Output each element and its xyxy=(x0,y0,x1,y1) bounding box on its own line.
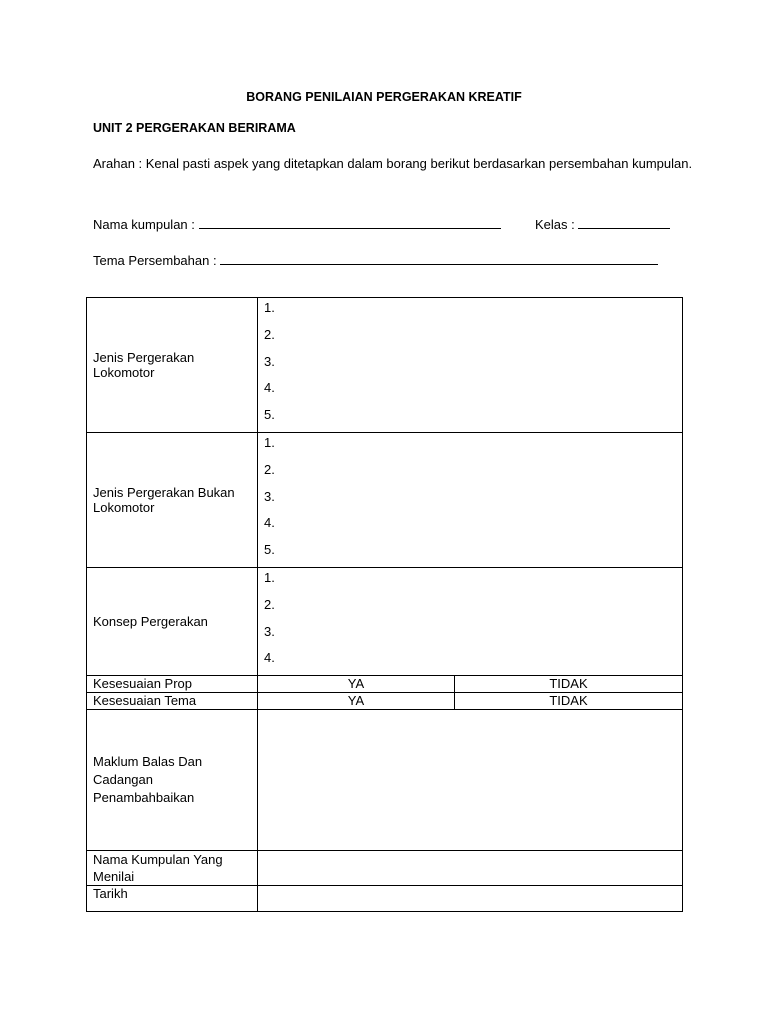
row-label: Konsep Pergerakan xyxy=(87,567,258,675)
prop-ya-option[interactable]: YA xyxy=(258,676,455,693)
tema-persembahan-label: Tema Persembahan : xyxy=(93,253,217,268)
table-row xyxy=(87,676,683,693)
list-item: 5. xyxy=(264,407,275,423)
table-row xyxy=(87,710,683,851)
kelas-blank[interactable] xyxy=(578,214,670,229)
list-item: 1. xyxy=(264,300,275,315)
tema-persembahan-field[interactable] xyxy=(93,250,658,268)
list-item: 1. xyxy=(264,434,275,450)
table-row xyxy=(87,298,683,433)
kelas-field[interactable] xyxy=(535,214,670,232)
nama-kumpulan-blank[interactable] xyxy=(199,214,501,229)
tarikh-label: Tarikh xyxy=(87,886,258,912)
prop-tidak-option[interactable]: TIDAK xyxy=(455,676,683,693)
list-item: 1. xyxy=(264,569,275,585)
row-label: Kesesuaian Tema xyxy=(87,693,258,710)
feedback-label: Maklum Balas Dan Cadangan Penambahbaikan xyxy=(87,710,258,851)
answer-list[interactable] xyxy=(258,298,683,433)
list-item: 4. xyxy=(264,380,275,396)
table-row xyxy=(87,567,683,675)
kelas-label: Kelas : xyxy=(535,217,575,232)
unit-title: UNIT 2 PERGERAKAN BERIRAMA xyxy=(93,121,296,135)
tarikh-field[interactable] xyxy=(258,886,683,912)
tema-persembahan-blank[interactable] xyxy=(220,250,658,265)
row-label: Jenis Pergerakan Lokomotor xyxy=(87,298,258,433)
tema-tidak-option[interactable]: TIDAK xyxy=(455,693,683,710)
list-item: 4. xyxy=(264,650,275,666)
list-item: 3. xyxy=(264,488,275,504)
list-item: 3. xyxy=(264,353,275,369)
table-row xyxy=(87,432,683,567)
table-row xyxy=(87,886,683,912)
feedback-field[interactable] xyxy=(258,710,683,851)
answer-list[interactable] xyxy=(258,567,683,675)
row-label: Jenis Pergerakan Bukan Lokomotor xyxy=(87,432,258,567)
form-title: BORANG PENILAIAN PERGERAKAN KREATIF xyxy=(246,90,522,104)
list-item: 4. xyxy=(264,515,275,531)
instruction-text: Arahan : Kenal pasti aspek yang ditetapkan dalam borang berikut berdasarkan persembahan kumpulan. xyxy=(93,156,693,171)
list-item: 2. xyxy=(264,461,275,477)
nama-kumpulan-label: Nama kumpulan : xyxy=(93,217,195,232)
table-row xyxy=(87,851,683,886)
list-item: 5. xyxy=(264,542,275,558)
list-item: 2. xyxy=(264,596,275,612)
list-item: 2. xyxy=(264,326,275,342)
table-row xyxy=(87,693,683,710)
row-label: Kesesuaian Prop xyxy=(87,676,258,693)
assessment-table xyxy=(86,297,683,912)
penilai-label: Nama Kumpulan Yang Menilai xyxy=(87,851,258,886)
answer-list[interactable] xyxy=(258,432,683,567)
list-item: 3. xyxy=(264,623,275,639)
nama-kumpulan-field[interactable] xyxy=(93,214,501,232)
tema-ya-option[interactable]: YA xyxy=(258,693,455,710)
penilai-field[interactable] xyxy=(258,851,683,886)
